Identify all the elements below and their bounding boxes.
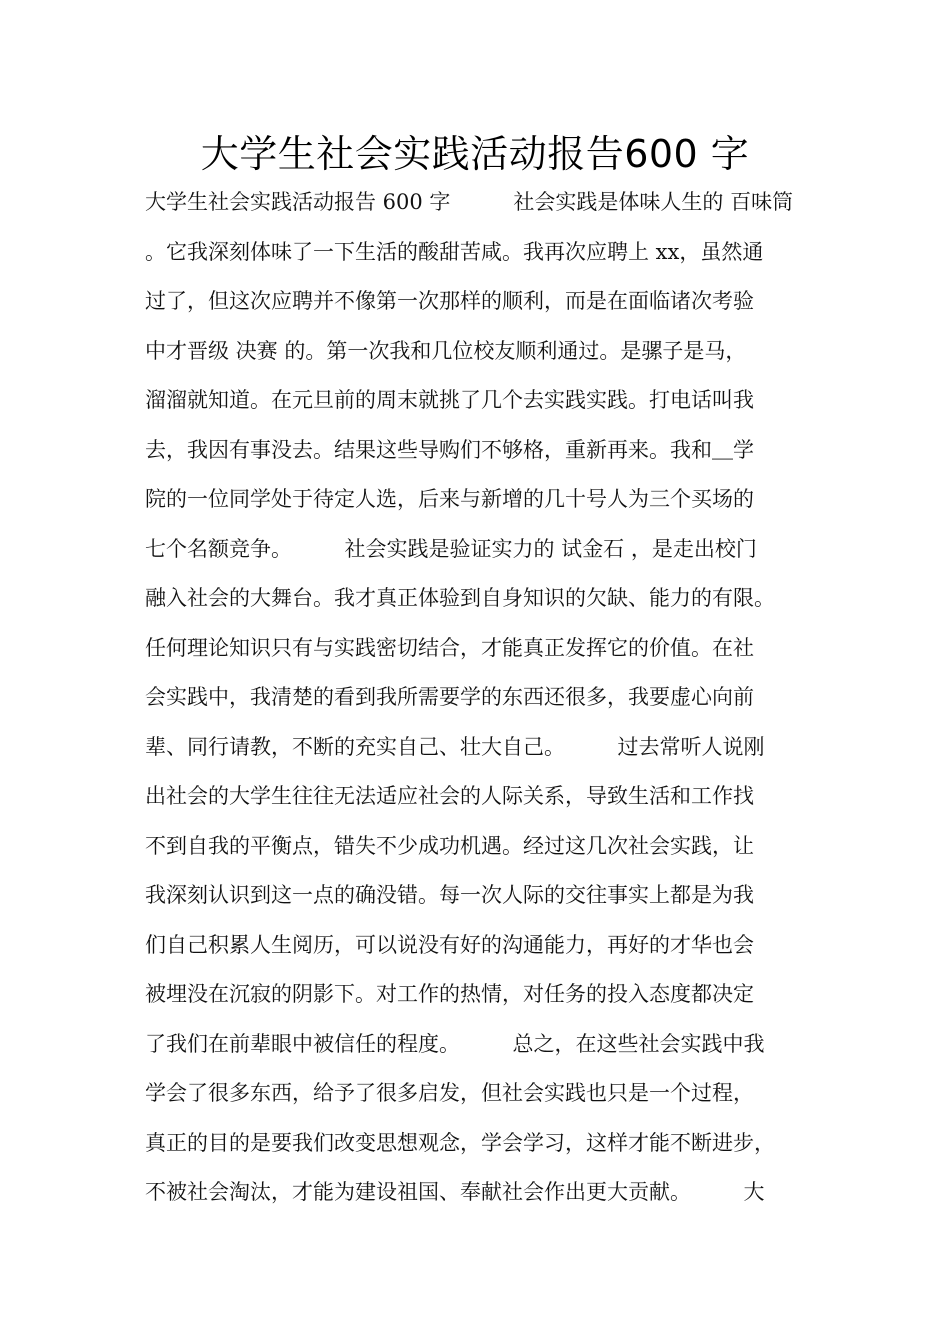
document-title: 大学生社会实践活动报告600 字 <box>200 132 750 176</box>
body-line: 被埋没在沉寂的阴影下。对工作的热情，对任务的投入态度都决定 <box>145 982 754 1006</box>
body-line: 任何理论知识只有与实践密切结合，才能真正发挥它的价值。在社 <box>145 635 754 660</box>
body-line: 会实践中，我清楚的看到我所需要学的东西还很多，我要虚心向前 <box>145 685 754 709</box>
body-line: 溜溜就知道。在元旦前的周末就挑了几个去实践实践。打电话叫我 <box>145 388 754 412</box>
body-line: 去，我因有事没去。结果这些导购们不够格，重新再来。我和＿学 <box>145 437 754 462</box>
body-line: 过了，但这次应聘并不像第一次那样的顺利，而是在面临诸次考验 <box>145 289 754 313</box>
body-line: 真正的目的是要我们改变思想观念，学会学习，这样才能不断进步， <box>145 1130 775 1155</box>
body-line: 中才晋级 决赛 的。第一次我和几位校友顺利通过。是骡子是马， <box>145 338 747 363</box>
body-line: 出社会的大学生往往无法适应社会的人际关系，导致生活和工作找 <box>145 784 754 808</box>
body-line: 。它我深刻体味了一下生活的酸甜苦咸。我再次应聘上 xx，虽然通 <box>145 239 764 264</box>
body-line: 七个名额竞争。 社会实践是验证实力的 试金石 ，是走出校门 <box>145 536 757 561</box>
body-line: 们自己积累人生阅历，可以说没有好的沟通能力，再好的才华也会 <box>145 932 754 957</box>
body-line: 不到自我的平衡点，错失不少成功机遇。经过这几次社会实践，让 <box>145 833 754 858</box>
body-line: 大学生社会实践活动报告 600 字 社会实践是体味人生的 百味筒 <box>145 190 794 214</box>
body-line: 不被社会淘汰，才能为建设祖国、奉献社会作出更大贡献。 大 <box>145 1180 765 1204</box>
document-body <box>145 178 835 1218</box>
body-line: 了我们在前辈眼中被信任的程度。 总之，在这些社会实践中我 <box>145 1031 765 1056</box>
body-line: 院的一位同学处于待定人选，后来与新增的几十号人为三个买场的 <box>145 487 754 511</box>
body-line: 我深刻认识到这一点的确没错。每一次人际的交往事实上都是为我 <box>145 883 754 907</box>
body-line: 学会了很多东西，给予了很多启发，但社会实践也只是一个过程， <box>145 1081 754 1105</box>
body-line: 辈、同行请教，不断的充实自己、壮大自己。 过去常听人说刚 <box>145 734 765 759</box>
body-line: 融入社会的大舞台。我才真正体验到自身知识的欠缺、能力的有限。 <box>145 586 775 610</box>
